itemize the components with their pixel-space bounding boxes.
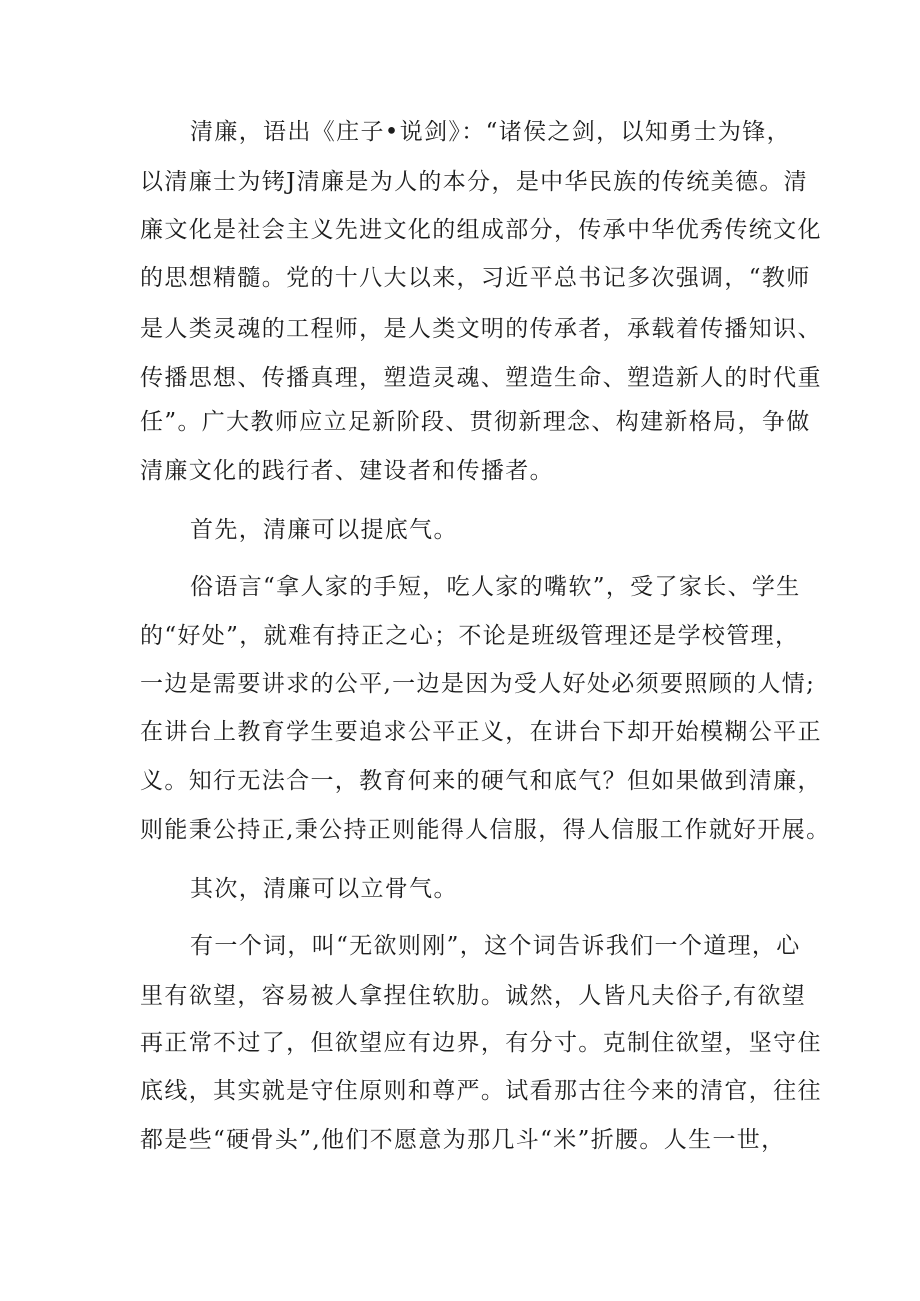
- paragraph-5-line-4: 底线，其实就是守住原则和尊严。试看那古往今来的清官，往往: [140, 1078, 822, 1104]
- paragraph-1-line-4: 的思想精髓。党的十八大以来，习近平总书记多次强调，“教师: [140, 265, 811, 291]
- paragraph-3-line-5: 义。知行无法合一，教育何来的硬气和底气？但如果做到清廉，: [140, 768, 822, 794]
- section-heading-1: 首先，清廉可以提底气。: [190, 517, 458, 543]
- paragraph-3-line-6: 则能秉公持正,秉公持正则能得人信服，得人信服工作就好开展。: [140, 817, 831, 843]
- paragraph-1-line-5: 是人类灵魂的工程师，是人类文明的传承者，承载着传播知识、: [140, 316, 822, 342]
- paragraph-5-line-1: 有一个词，叫“无欲则刚”，这个词告诉我们一个道理，心: [190, 933, 801, 959]
- paragraph-5-line-5: 都是些“硬骨头”,他们不愿意为那几斗“米”折腰。人生一世，: [140, 1127, 786, 1153]
- paragraph-5-line-3: 再正常不过了，但欲望应有边界，有分寸。克制住欲望，坚守住: [140, 1030, 822, 1056]
- section-heading-2: 其次，清廉可以立骨气。: [190, 876, 458, 902]
- paragraph-3-line-1: 俗语言“拿人家的手短，吃人家的嘴软”，受了家长、学生: [190, 574, 801, 600]
- paragraph-3-line-4: 在讲台上教育学生要追求公平正义，在讲台下却开始模糊公平正: [140, 719, 822, 745]
- paragraph-1-line-7: 任”。广大教师应立足新阶段、贯彻新理念、构建新格局，争做: [140, 409, 811, 435]
- paragraph-1-line-3: 廉文化是社会主义先进文化的组成部分，传承中华优秀传统文化: [140, 217, 822, 243]
- paragraph-5-line-2: 里有欲望，容易被人拿捏住软肋。诚然，人皆凡夫俗子,有欲望: [140, 983, 807, 1009]
- paragraph-1-line-1: 清廉，语出《庄子•说剑》：“诸侯之剑，以知勇士为锋，: [190, 119, 791, 145]
- paragraph-1-line-2: 以清廉士为铐J清廉是为人的本分，是中华民族的传统美德。清: [140, 169, 809, 195]
- paragraph-3-line-2: 的“好处”，就难有持正之心；不论是班级管理还是学校管理，: [140, 623, 800, 649]
- paragraph-1-line-8: 清廉文化的践行者、建设者和传播者。: [140, 458, 554, 484]
- paragraph-1-line-6: 传播思想、传播真理，塑造灵魂、塑造生命、塑造新人的时代重: [140, 365, 822, 391]
- paragraph-3-line-3: 一边是需要讲求的公平,一边是因为受人好处必须要照顾的人情;: [140, 671, 816, 697]
